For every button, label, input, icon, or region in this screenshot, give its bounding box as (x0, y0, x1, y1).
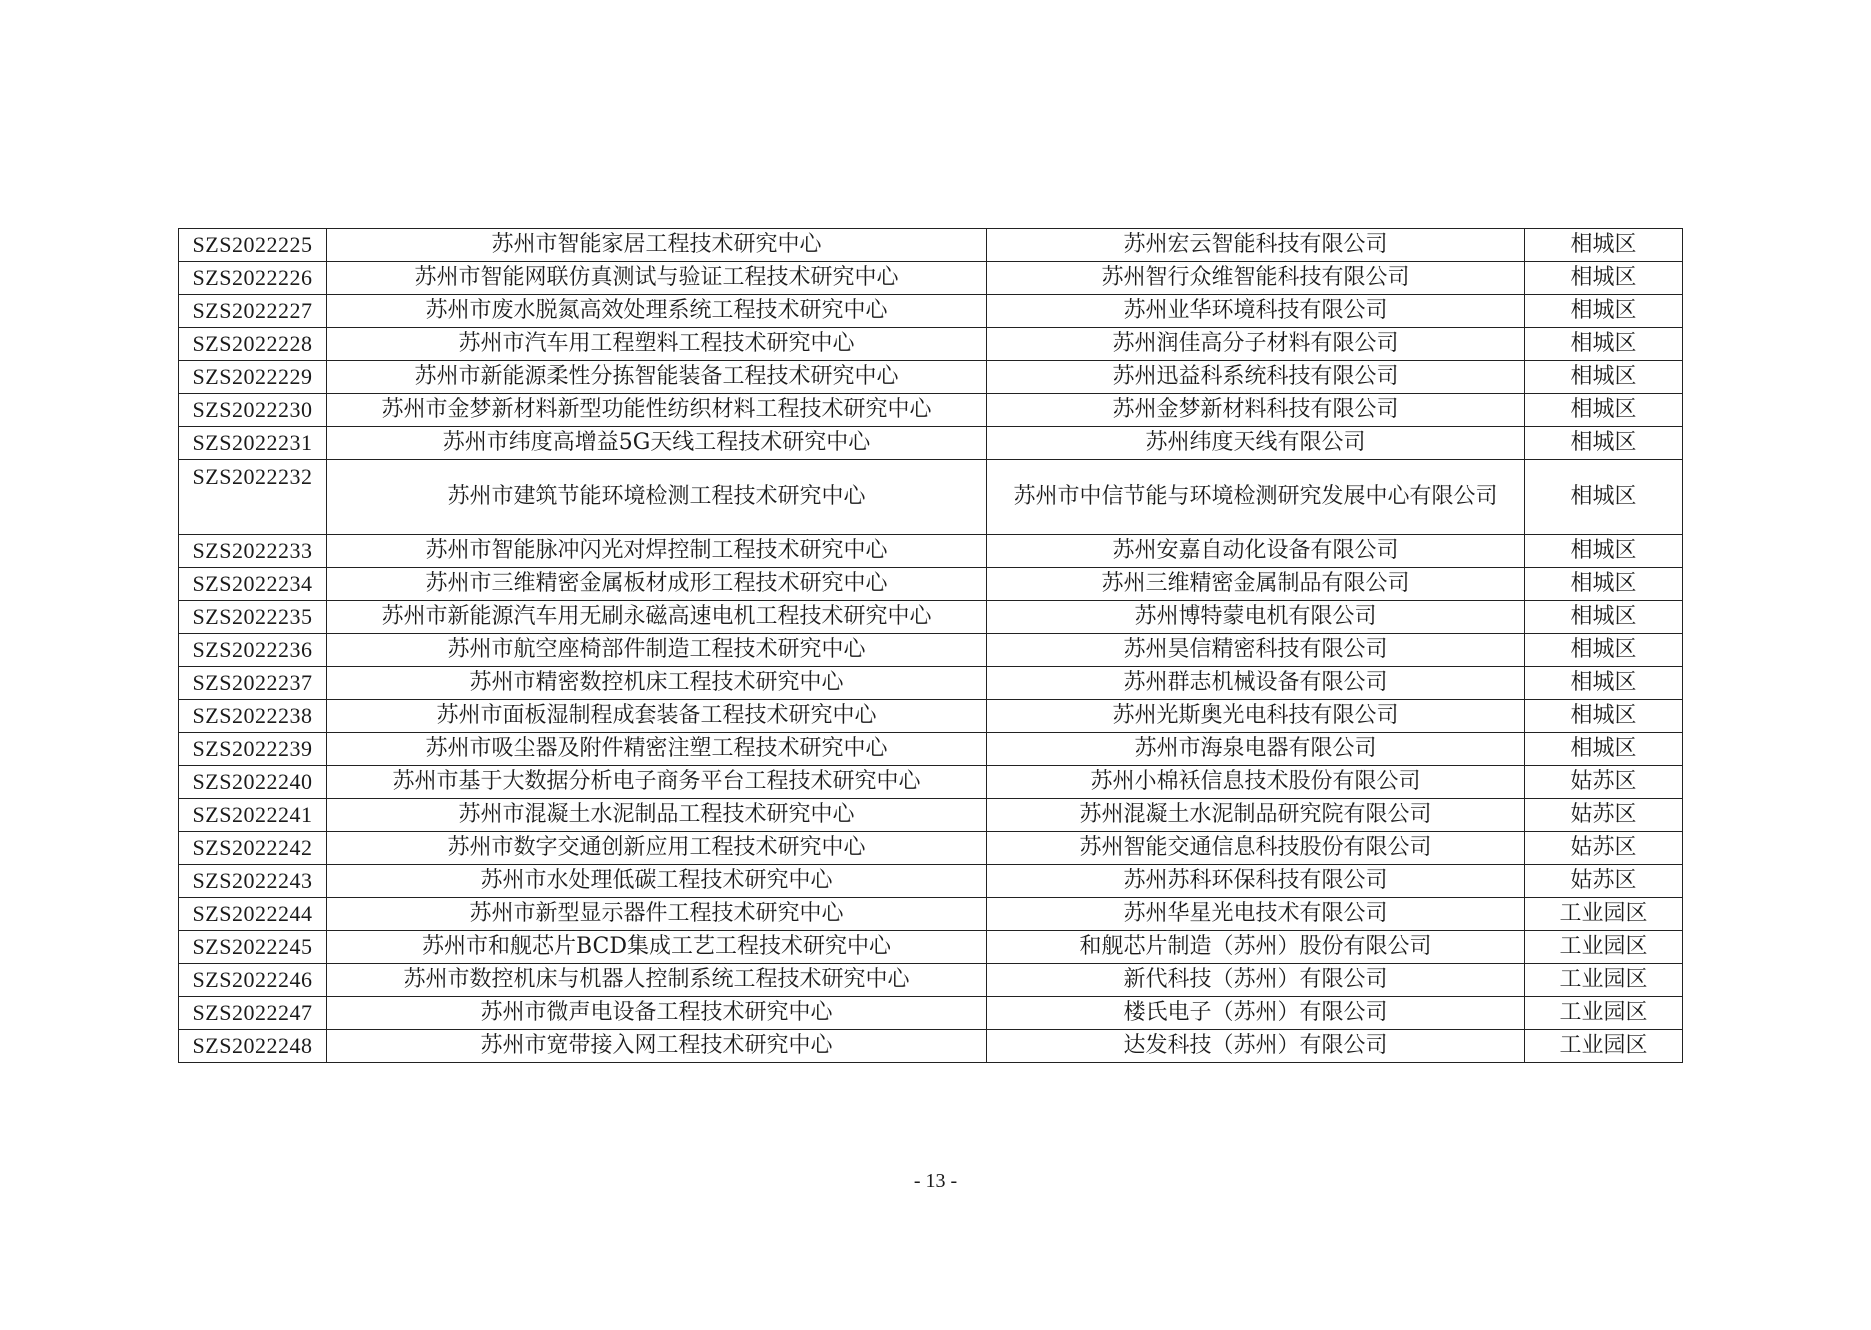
company-cell: 新代科技（苏州）有限公司 (987, 964, 1525, 997)
code-cell: SZS2022244 (179, 898, 327, 931)
code-cell: SZS2022231 (179, 427, 327, 460)
district-cell: 相城区 (1525, 568, 1683, 601)
code-cell: SZS2022232 (179, 460, 327, 535)
code-cell: SZS2022246 (179, 964, 327, 997)
company-cell: 楼氏电子（苏州）有限公司 (987, 997, 1525, 1030)
table-row (179, 964, 1683, 997)
center-name-cell: 苏州市纬度高增益5G天线工程技术研究中心 (327, 427, 987, 460)
company-cell: 苏州群志机械设备有限公司 (987, 667, 1525, 700)
company-cell: 苏州市海泉电器有限公司 (987, 733, 1525, 766)
company-cell: 苏州昊信精密科技有限公司 (987, 634, 1525, 667)
center-name-cell: 苏州市建筑节能环境检测工程技术研究中心 (327, 460, 987, 535)
district-cell: 相城区 (1525, 634, 1683, 667)
table-row (179, 931, 1683, 964)
table-row (179, 535, 1683, 568)
center-name-cell: 苏州市三维精密金属板材成形工程技术研究中心 (327, 568, 987, 601)
company-cell: 苏州混凝土水泥制品研究院有限公司 (987, 799, 1525, 832)
table-row (179, 262, 1683, 295)
company-cell: 苏州安嘉自动化设备有限公司 (987, 535, 1525, 568)
district-cell: 姑苏区 (1525, 832, 1683, 865)
company-cell: 苏州小棉袄信息技术股份有限公司 (987, 766, 1525, 799)
company-cell: 和舰芯片制造（苏州）股份有限公司 (987, 931, 1525, 964)
center-name-cell: 苏州市新能源柔性分拣智能装备工程技术研究中心 (327, 361, 987, 394)
table-row (179, 460, 1683, 535)
code-cell: SZS2022240 (179, 766, 327, 799)
code-cell: SZS2022239 (179, 733, 327, 766)
table-row (179, 766, 1683, 799)
code-cell: SZS2022242 (179, 832, 327, 865)
code-cell: SZS2022233 (179, 535, 327, 568)
district-cell: 姑苏区 (1525, 799, 1683, 832)
code-cell: SZS2022248 (179, 1030, 327, 1063)
company-cell: 苏州润佳高分子材料有限公司 (987, 328, 1525, 361)
center-name-cell: 苏州市精密数控机床工程技术研究中心 (327, 667, 987, 700)
table-row (179, 898, 1683, 931)
company-cell: 苏州智能交通信息科技股份有限公司 (987, 832, 1525, 865)
table-row (179, 295, 1683, 328)
table-row (179, 361, 1683, 394)
code-cell: SZS2022245 (179, 931, 327, 964)
company-cell: 苏州博特蒙电机有限公司 (987, 601, 1525, 634)
table-row (179, 634, 1683, 667)
district-cell: 相城区 (1525, 229, 1683, 262)
code-cell: SZS2022238 (179, 700, 327, 733)
district-cell: 工业园区 (1525, 964, 1683, 997)
code-cell: SZS2022230 (179, 394, 327, 427)
district-cell: 工业园区 (1525, 1030, 1683, 1063)
district-cell: 工业园区 (1525, 898, 1683, 931)
center-name-cell: 苏州市和舰芯片BCD集成工艺工程技术研究中心 (327, 931, 987, 964)
district-cell: 相城区 (1525, 733, 1683, 766)
district-cell: 相城区 (1525, 262, 1683, 295)
code-cell: SZS2022229 (179, 361, 327, 394)
district-cell: 相城区 (1525, 361, 1683, 394)
company-cell: 苏州业华环境科技有限公司 (987, 295, 1525, 328)
code-cell: SZS2022243 (179, 865, 327, 898)
table-row (179, 865, 1683, 898)
district-cell: 相城区 (1525, 295, 1683, 328)
company-cell: 苏州三维精密金属制品有限公司 (987, 568, 1525, 601)
code-cell: SZS2022226 (179, 262, 327, 295)
district-cell: 姑苏区 (1525, 766, 1683, 799)
center-name-cell: 苏州市微声电设备工程技术研究中心 (327, 997, 987, 1030)
district-cell: 工业园区 (1525, 997, 1683, 1030)
center-name-cell: 苏州市智能家居工程技术研究中心 (327, 229, 987, 262)
center-name-cell: 苏州市新能源汽车用无刷永磁高速电机工程技术研究中心 (327, 601, 987, 634)
center-name-cell: 苏州市宽带接入网工程技术研究中心 (327, 1030, 987, 1063)
center-name-cell: 苏州市新型显示器件工程技术研究中心 (327, 898, 987, 931)
table-row (179, 568, 1683, 601)
code-cell: SZS2022228 (179, 328, 327, 361)
center-name-cell: 苏州市数字交通创新应用工程技术研究中心 (327, 832, 987, 865)
center-name-cell: 苏州市金梦新材料新型功能性纺织材料工程技术研究中心 (327, 394, 987, 427)
table-row (179, 328, 1683, 361)
center-name-cell: 苏州市智能网联仿真测试与验证工程技术研究中心 (327, 262, 987, 295)
district-cell: 相城区 (1525, 667, 1683, 700)
company-cell: 苏州华星光电技术有限公司 (987, 898, 1525, 931)
district-cell: 姑苏区 (1525, 865, 1683, 898)
table-row (179, 997, 1683, 1030)
code-cell: SZS2022247 (179, 997, 327, 1030)
center-name-cell: 苏州市航空座椅部件制造工程技术研究中心 (327, 634, 987, 667)
center-name-cell: 苏州市汽车用工程塑料工程技术研究中心 (327, 328, 987, 361)
district-cell: 相城区 (1525, 460, 1683, 535)
company-cell: 苏州迅益科系统科技有限公司 (987, 361, 1525, 394)
table-row (179, 394, 1683, 427)
district-cell: 相城区 (1525, 394, 1683, 427)
center-name-cell: 苏州市数控机床与机器人控制系统工程技术研究中心 (327, 964, 987, 997)
code-cell: SZS2022227 (179, 295, 327, 328)
company-cell: 苏州宏云智能科技有限公司 (987, 229, 1525, 262)
table-row (179, 229, 1683, 262)
company-cell: 苏州市中信节能与环境检测研究发展中心有限公司 (987, 460, 1525, 535)
company-cell: 苏州智行众维智能科技有限公司 (987, 262, 1525, 295)
table-body (179, 229, 1683, 1063)
company-cell: 苏州苏科环保科技有限公司 (987, 865, 1525, 898)
code-cell: SZS2022225 (179, 229, 327, 262)
table-row (179, 427, 1683, 460)
table-row (179, 700, 1683, 733)
center-name-cell: 苏州市智能脉冲闪光对焊控制工程技术研究中心 (327, 535, 987, 568)
center-name-cell: 苏州市面板湿制程成套装备工程技术研究中心 (327, 700, 987, 733)
center-name-cell: 苏州市吸尘器及附件精密注塑工程技术研究中心 (327, 733, 987, 766)
code-cell: SZS2022234 (179, 568, 327, 601)
center-name-cell: 苏州市基于大数据分析电子商务平台工程技术研究中心 (327, 766, 987, 799)
company-cell: 苏州光斯奥光电科技有限公司 (987, 700, 1525, 733)
company-cell: 达发科技（苏州）有限公司 (987, 1030, 1525, 1063)
district-cell: 相城区 (1525, 601, 1683, 634)
center-name-cell: 苏州市混凝土水泥制品工程技术研究中心 (327, 799, 987, 832)
company-cell: 苏州纬度天线有限公司 (987, 427, 1525, 460)
table-row (179, 832, 1683, 865)
table-row (179, 667, 1683, 700)
code-cell: SZS2022237 (179, 667, 327, 700)
center-name-cell: 苏州市废水脱氮高效处理系统工程技术研究中心 (327, 295, 987, 328)
table-row (179, 601, 1683, 634)
district-cell: 相城区 (1525, 328, 1683, 361)
research-center-table (178, 228, 1683, 1063)
center-name-cell: 苏州市水处理低碳工程技术研究中心 (327, 865, 987, 898)
district-cell: 相城区 (1525, 535, 1683, 568)
district-cell: 相城区 (1525, 427, 1683, 460)
table-row (179, 1030, 1683, 1063)
code-cell: SZS2022235 (179, 601, 327, 634)
company-cell: 苏州金梦新材料科技有限公司 (987, 394, 1525, 427)
code-cell: SZS2022241 (179, 799, 327, 832)
district-cell: 相城区 (1525, 700, 1683, 733)
district-cell: 工业园区 (1525, 931, 1683, 964)
table-row (179, 733, 1683, 766)
code-cell: SZS2022236 (179, 634, 327, 667)
page-number: - 13 - (913, 1170, 958, 1192)
table-row (179, 799, 1683, 832)
